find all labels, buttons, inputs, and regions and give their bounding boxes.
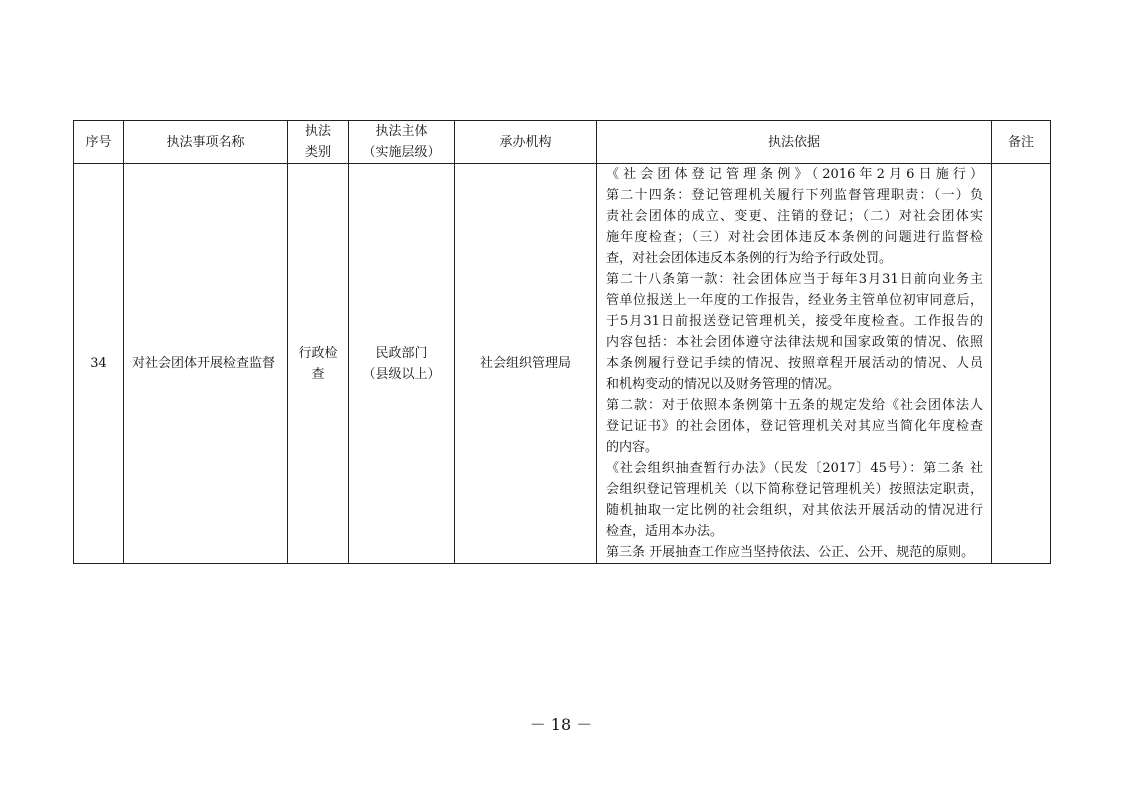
basis-line: 第二十四条：登记管理机关履行下列监督管理职责：（一）负 [606, 188, 983, 203]
header-basis: 执法依据 [597, 121, 992, 164]
row-item-name: 对社会团体开展检查监督 [124, 164, 288, 564]
basis-line: 责社会团体的成立、变更、注销的登记；（二）对社会团体实 [606, 209, 983, 224]
basis-line: 第二十八条第一款：社会团体应当于每年3月31日前向业务主 [606, 272, 983, 287]
page-number: － 18 － [529, 715, 593, 734]
basis-line: 会组织登记管理机关（以下简称登记管理机关）按照法定职责， [606, 482, 983, 497]
row-basis [597, 164, 992, 564]
basis-line: 本条例履行登记手续的情况、按照章程开展活动的情况、人员 [606, 356, 983, 371]
row-subject-line2: （县级以上） [362, 366, 441, 382]
basis-line: 《社会组织抽查暂行办法》（民发〔2017〕45号）：第二条 社 [606, 461, 983, 476]
row-subject-line1: 民政部门 [375, 345, 428, 361]
basis-line: 随机抽取一定比例的社会组织，对其依法开展活动的情况进行 [606, 503, 983, 518]
row-subject [349, 164, 455, 564]
header-item-name: 执法事项名称 [124, 121, 288, 164]
header-remark: 备注 [992, 121, 1051, 164]
header-agency: 承办机构 [455, 121, 597, 164]
row-remark [992, 164, 1051, 564]
basis-line: 第二款：对于依照本条例第十五条的规定发给《社会团体法人 [606, 398, 983, 413]
basis-line: 于5月31日前报送登记管理机关，接受年度检查。工作报告的 [606, 314, 983, 329]
header-category [288, 121, 349, 164]
row-category [288, 164, 349, 564]
basis-line: 《社会团体登记管理条例》（2016年2月6日施行） [606, 167, 983, 182]
basis-line: 施年度检查；（三）对社会团体违反本条例的问题进行监督检 [606, 230, 983, 245]
header-category-line1: 执法 [304, 124, 331, 139]
table-row [74, 164, 1051, 564]
basis-line: 登记证书》的社会团体，登记管理机关对其应当简化年度检查 [606, 419, 983, 434]
header-subject-line2: （实施层级） [362, 145, 441, 160]
row-agency: 社会组织管理局 [455, 164, 597, 564]
basis-line: 的内容。 [606, 440, 659, 455]
basis-line: 查，对社会团体违反本条例的行为给予行政处罚。 [606, 251, 893, 266]
basis-line: 和机构变动的情况以及财务管理的情况。 [606, 377, 841, 392]
enforcement-table [73, 120, 1051, 564]
header-subject [349, 121, 455, 164]
header-category-line2: 类别 [304, 145, 331, 160]
header-subject-line1: 执法主体 [375, 124, 428, 139]
row-seq: 34 [74, 164, 124, 564]
row-category-line2: 查 [311, 366, 325, 382]
header-row [74, 121, 1051, 164]
row-category-line1: 行政检 [298, 345, 338, 361]
header-seq: 序号 [74, 121, 124, 164]
basis-line: 管单位报送上一年度的工作报告，经业务主管单位初审同意后， [606, 293, 983, 308]
basis-line: 内容包括：本社会团体遵守法律法规和国家政策的情况、依照 [606, 335, 983, 350]
basis-line: 检查，适用本办法。 [606, 524, 724, 539]
basis-line: 第三条 开展抽查工作应当坚持依法、公正、公开、规范的原则。 [606, 545, 975, 560]
